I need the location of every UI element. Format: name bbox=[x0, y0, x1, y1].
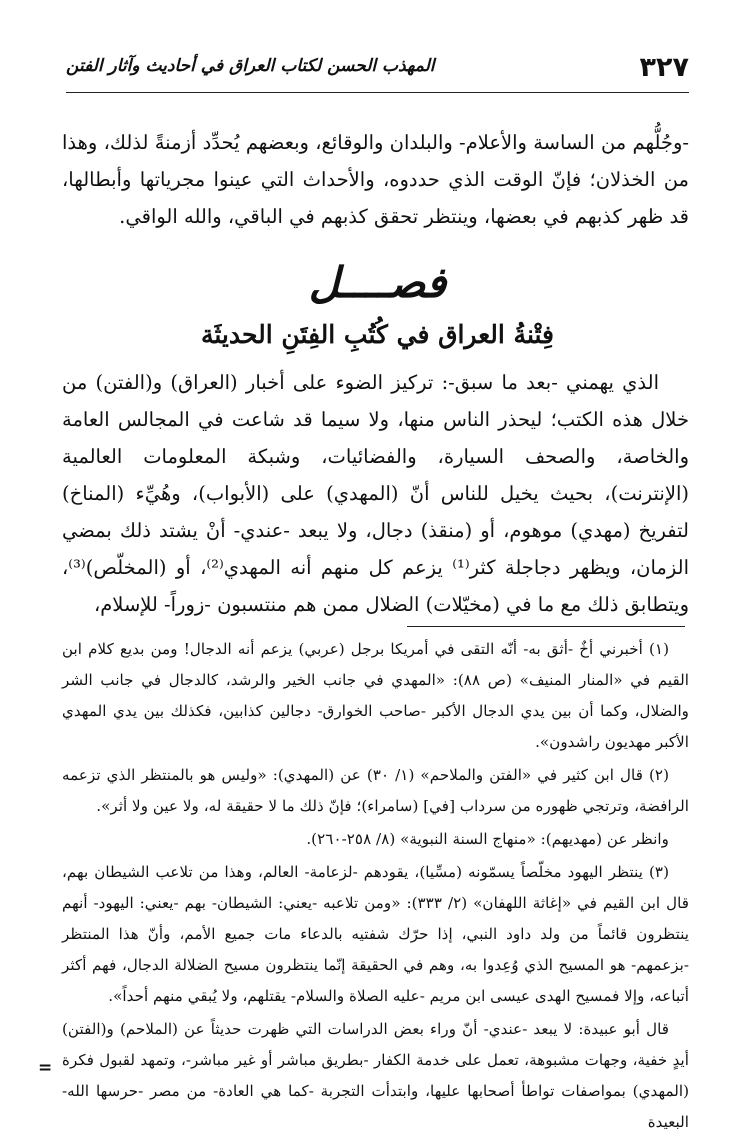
footnote-1: (١) أخبرني أخٌ -أثق به- أنّه التقى في أمريكا برجل (عربي) يزعم أنه الدجال! ومن بديع كلام ابن القيم في «المنار المنيف» (ص ٨٨): «المهدي في جانب الخير والرشد، كالدجال في جانب الشر والضلال، وكما أن بين يدي الدجال الأكبر -صاحب الخوارق- دجالين كذابين، فكذلك بين يدي المهدي الأكبر مهديون راشدون». bbox=[62, 640, 689, 751]
paragraph-main: الذي يهمني -بعد ما سبق-: تركيز الضوء على أخبار (العراق) و(الفتن) من خلال هذه الكتب؛ ليحذر الناس منها، ولا سيما قد شاعت في المجالس العامة والخاصة، والصحف السيارة، والفضائيات، وشبكة المعلومات العالمية (الإنترنت)، بحيث يخيل للناس أنّ (المهدي) على (الأبواب)، وهُيِّء (المناخ) لتفريخ (مهدي) موهوم، أو (منقذ) دجال، ولا يبعد -عندي- أنْ يشتد ذلك بمضي الزمان، ويظهر دجاجلة كثر⁽¹⁾ يزعم كل منهم أنه المهدي⁽²⁾، أو (المخلّص)⁽³⁾، ويتطابق ذلك مع ما في (مخيّلات) الضلال ممن هم منتسبون -زوراً- للإسلام، bbox=[62, 371, 689, 616]
section-title: فِتْنةُ العراق في كُتُبِ الفِتَنِ الحديثَة bbox=[200, 320, 554, 349]
footnote-2: (٢) قال ابن كثير في «الفتن والملاحم» (١/ ٣٠) عن (المهدي): «وليس هو بالمنتظر الذي تزعمه الرافضة، وترتجي ظهوره من سرداب [في] (سامراء)؛ فإنّ ذلك ما لا حقيقة له، ولا عين ولا أثر». bbox=[62, 766, 689, 815]
footnote-3: (٣) ينتظر اليهود مخلّصاً يسمّونه (مسِّيا)، يقودهم -لزعامة- العالم، وهذا من تلاعب الشيطان بهم، قال ابن القيم في «إغاثة اللهفان» (٢/ ٣٣٣): «ومن تلاعبه -يعني: الشيطان- بهم -يعني: اليهود- أنهم ينتظرون قائماً من ولد داود النبي، إذا حرّك شفتيه بالدعاء مات جميع الأمم، وأنّ هذا المنتظر -بزعمهم- هو المسيح الذي وُعِدوا به، وهم في الحقيقة إنّما ينتظرون مسيح الضلالة الدجال، فهم أكثر أتباعه، وإلا فمسيح الهدى عيسى ابن مريم -عليه الصلاة والسلام- يقتلهم، ولا يُبقي منهم أحداً». bbox=[62, 863, 690, 1005]
footnote-separator bbox=[407, 626, 685, 627]
section-heading-word: فصــــل bbox=[308, 258, 447, 307]
page-number: ٣٢٧ bbox=[639, 52, 689, 83]
footnote-3-comment: قال أبو عبيدة: لا يبعد -عندي- أنّ وراء بعض الدراسات التي ظهرت حديثاً عن (الملاحم) و(الفتن) أيدٍ خفية، وجهات مشبوهة، تعمل على خدمة الكفار -بطريق مباشر أو غير مباشر-، وتمهد لقبول فكرة (المهدي) بمواصفات تواطأ أصحابها عليها، وابتدأت التجربة -كما هي العادة- من مصر -حرسها الله- البعيدة bbox=[62, 1020, 689, 1131]
footnote-2-see-also: وانظر عن (مهديهم): «منهاج السنة النبوية» (٨/ ٢٥٨-٢٦٠). bbox=[306, 830, 669, 848]
running-title: المهذب الحسن لكتاب العراق في أحاديث وآثار الفتن bbox=[66, 56, 435, 76]
continuation-mark: = bbox=[38, 1058, 53, 1078]
paragraph-continued: -وجُلُّهم من الساسة والأعلام- والبلدان والوقائع، وبعضهم يُحدِّد أزمنةً لذلك، وهذا من الخذلان؛ فإنّ الوقت الذي حددوه، والأحداث التي عينوا مجرياتها وأبطالها، قد ظهر كذبهم في بعضها، وينتظر تحقق كذبهم في الباقي، والله الواقي. bbox=[62, 131, 689, 228]
page-header bbox=[66, 44, 689, 93]
footnotes bbox=[62, 634, 689, 1140]
